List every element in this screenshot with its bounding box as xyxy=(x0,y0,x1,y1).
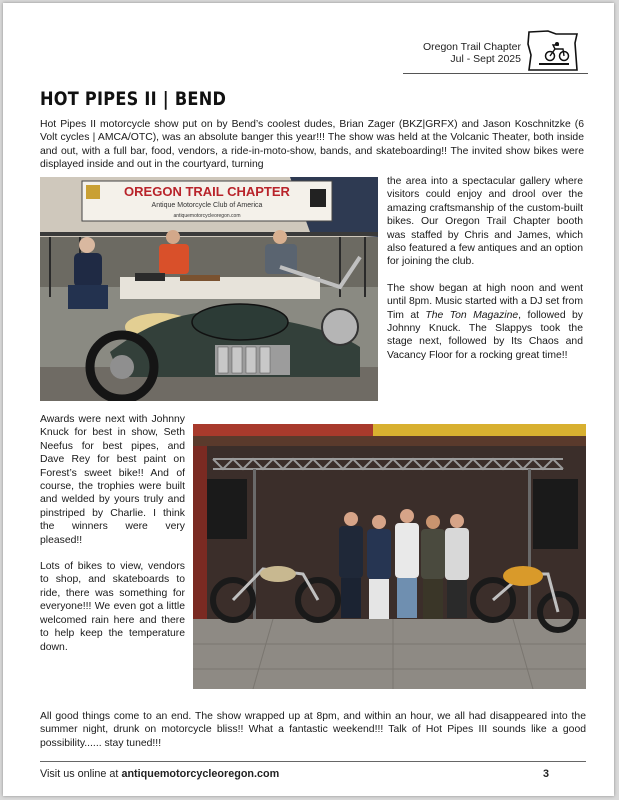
music-paragraph xyxy=(387,282,583,362)
right-column xyxy=(387,175,583,375)
footer-text xyxy=(40,768,279,780)
header-info xyxy=(403,41,521,65)
intro-paragraph: Hot Pipes II motorcycle show put on by Bend’s coolest dudes, Brian Zager (BKZ|GRFX) and Jason Koschnitzke (6 Volt cycles | AMCA/OTC), was an absolute banger this year!!! The show was held at the Volcanic Theater, both inside and out, with a full bar, food, vendors, a ride-in-moto-show, bands, and skateboarding!! The invited show bikes were displayed inside and out in the courtyard, turning xyxy=(40,119,584,171)
chapter-logo xyxy=(526,29,580,73)
banner-subtitle: Antique Motorcycle Club of America xyxy=(151,202,263,209)
banner-url: antiquemotorcycleoregon.com xyxy=(173,213,241,219)
booth-photo xyxy=(40,177,378,401)
bikes-paragraph: Lots of bikes to view, vendors to shop, and skateboards to ride, there was something for everyone!!! We even got a little welcomed rain here and there to help keep the temperature down. xyxy=(40,561,185,653)
footer-url-link[interactable]: antiquemotorcycleoregon.com xyxy=(121,768,280,780)
oregon-state-logo-icon xyxy=(526,29,580,73)
issue-period: Jul - Sept 2025 xyxy=(450,53,521,65)
article-title: HOT PIPES II | BEND xyxy=(40,88,227,110)
closing-paragraph: All good things come to an end. The show wrapped up at 8pm, and within an hour, we all had disappeared into the summer night, drunk on motorcycle bliss!! What a fantastic weekend!!! Talk of Hot Pipes III sounds like a good possibility...... stay tuned!!! xyxy=(40,711,586,749)
left-column xyxy=(40,413,185,667)
magazine-name: The Ton Magazine xyxy=(425,309,519,321)
header-rule xyxy=(403,73,588,74)
banner-title: OREGON TRAIL CHAPTER xyxy=(124,184,290,199)
footer-prefix: Visit us online at xyxy=(40,768,122,780)
footer-rule xyxy=(40,761,586,762)
music-text-start: The show began at high noon and went until 8pm. Music started with a DJ set from Tim at xyxy=(387,282,583,321)
music-text-end: , followed by Johnny Knuck. The Slappys took the stage next, followed by Its Chaos and Vacancy Floor for a rocking great time!! xyxy=(387,309,583,361)
page-number: 3 xyxy=(543,768,550,780)
winners-photo xyxy=(193,424,586,689)
chapter-name: Oregon Trail Chapter xyxy=(422,41,521,53)
gallery-paragraph: the area into a spectacular gallery where visitors could enjoy and drool over the amazing craftsmanship of the custom-built bikes. Our Oregon Trail Chapter booth was staffed by Chris and James, which also featured a few antiques and an option for joining the club. xyxy=(387,176,583,268)
awards-paragraph: Awards were next with Johnny Knuck for best in show, Seth Neefus for best pipes, and Dave Rey for best paint on Forest’s sweet bike!! And of course, the trophies were built and welded by yours truly and pinstriped by Charlie. I think the winners were very pleased!! xyxy=(40,414,185,546)
newsletter-page xyxy=(3,3,614,796)
